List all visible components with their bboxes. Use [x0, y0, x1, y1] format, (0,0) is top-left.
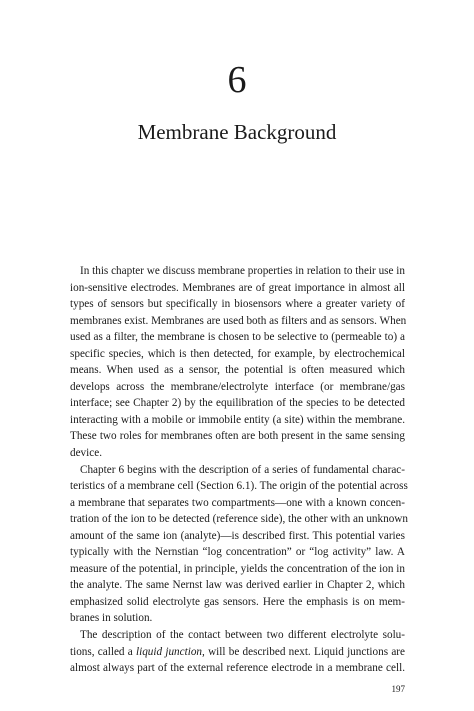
- paragraph-2: [70, 462, 408, 627]
- text-line: a membrane that separates two compartments—one with a known concen-: [70, 496, 405, 509]
- text-line: types of sensors but specifically in biosensors where a greater variety of: [70, 298, 405, 311]
- text-line: branes in solution.: [70, 612, 153, 625]
- chapter-title: Membrane Background: [137, 120, 337, 144]
- text-line: almost always part of the external reference electrode in a membrane cell.: [70, 662, 405, 675]
- text-line: emphasized solid electrolyte gas sensors. Here the emphasis is on mem-: [70, 595, 405, 608]
- page-number: 197: [391, 684, 405, 694]
- paragraph-1: [70, 263, 405, 462]
- body-text: [70, 263, 408, 677]
- text-line: develops across the membrane/electrolyte interface (or membrane/gas: [70, 380, 405, 393]
- text-line: ion-sensitive electrodes. Membranes are of great importance in almost all: [70, 281, 405, 294]
- text-line: [70, 644, 405, 661]
- text-line: teristics of a membrane cell (Section 6.1). The origin of the potential across: [70, 480, 408, 493]
- text-line: used as a filter, the membrane is chosen to be selective to (permeable to) a: [70, 331, 405, 344]
- paragraph-3: [70, 627, 405, 677]
- text-line: The description of the contact between two different electrolyte solu-: [80, 629, 405, 642]
- text-line: specific species, which is then detected, for example, by electrochemical: [70, 347, 405, 360]
- text-line: the analyte. The same Nernst law was derived earlier in Chapter 2, which: [70, 579, 405, 592]
- text-line: tration of the ion to be detected (reference side), the other with an unknown: [70, 513, 408, 526]
- text-line: These two roles for membranes often are both present in the same sensing: [70, 430, 405, 443]
- text-line: membranes exist. Membranes are used both as filters and as sensors. When: [70, 314, 407, 327]
- text-line: interacting with a mobile or immobile entity (a site) within the membrane.: [70, 413, 405, 426]
- text-fragment: tions, called a: [70, 645, 136, 658]
- text-line: measure of the potential, in principle, yields the concentration of the ion in: [70, 562, 405, 575]
- chapter-number: 6: [227, 59, 247, 101]
- text-line: device.: [70, 447, 102, 460]
- text-fragment: will be described next. Liquid junctions are: [204, 645, 405, 658]
- text-line: amount of the same ion (analyte)—is described first. This potential varies: [70, 529, 405, 542]
- text-line: In this chapter we discuss membrane properties in relation to their use in: [80, 265, 405, 277]
- text-line: Chapter 6 begins with the description of a series of fundamental charac-: [80, 463, 405, 476]
- italic-term: liquid junction,: [136, 645, 205, 658]
- text-line: means. When used as a sensor, the potential is often measured which: [70, 364, 405, 377]
- text-line: typically with the Nernstian “log concentration” or “log activity” law. A: [70, 546, 405, 559]
- text-line: interface; see Chapter 2) by the equilibration of the species to be detected: [70, 397, 405, 410]
